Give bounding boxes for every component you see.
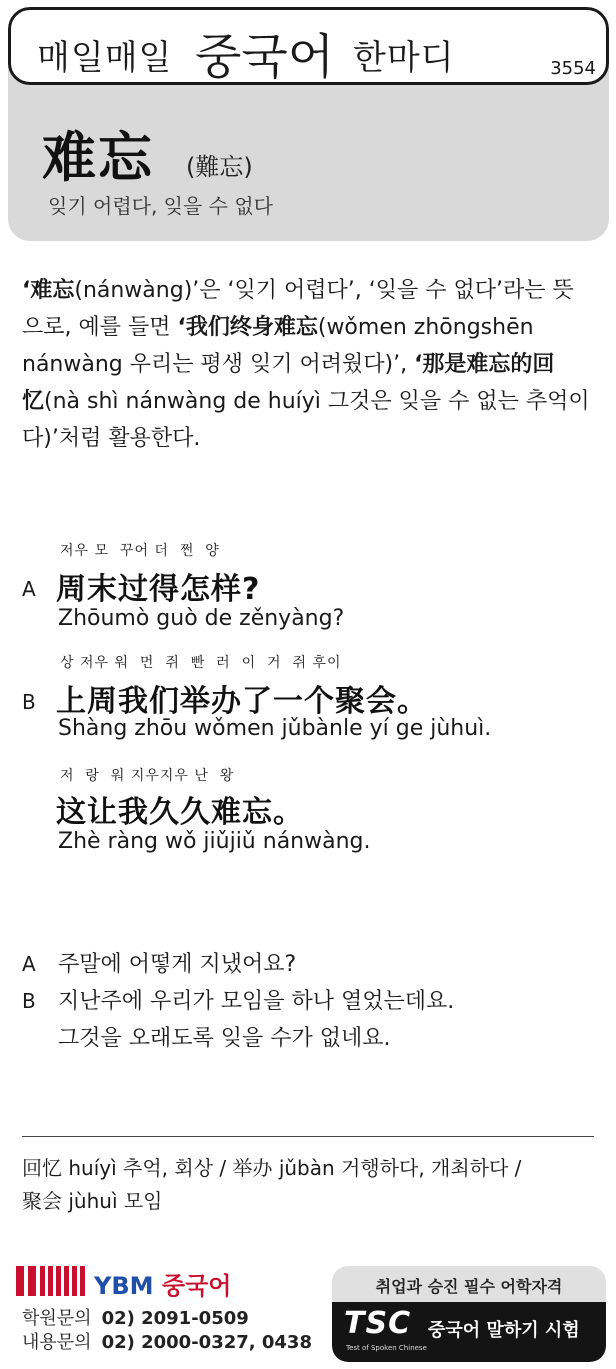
explanation-bold: ‘难忘 <box>22 278 75 303</box>
pinyin: Zhōumò guò de zěnyàng? <box>58 606 345 631</box>
issue-number: 3554 <box>550 58 596 79</box>
tsc-tagline: 취업과 승진 필수 어학자격 <box>375 1277 563 1296</box>
explanation-line <box>22 420 602 457</box>
translation-text: 주말에 어떻게 지냈어요? <box>58 952 297 977</box>
chinese-sentence: 上周我们举办了一个聚会。 <box>56 684 428 719</box>
headword-traditional: (難忘) <box>186 153 253 181</box>
contact-academy <box>22 1304 249 1330</box>
contact-label: 내용문의 <box>22 1332 92 1353</box>
explanation-text: nánwàng 우리는 평생 잊기 어려웠다)’, <box>22 352 415 377</box>
ybm-brand-en: YBM <box>94 1272 154 1300</box>
korean-reading: 상 저우 워 먼 쥐 빤 러 이 거 쥐 후이 <box>60 655 342 671</box>
series-title-part3: 한마디 <box>353 38 455 78</box>
headword-meaning: 잊기 어렵다, 잊을 수 없다 <box>48 194 273 218</box>
explanation <box>22 272 602 457</box>
translation-text: 그것을 오래도록 잊을 수가 없네요. <box>58 1026 391 1051</box>
speaker-label: B <box>22 989 36 1013</box>
translation <box>22 946 612 1057</box>
explanation-text: 으로, 예를 들면 <box>22 315 178 340</box>
explanation-text: (nà shì nánwàng de huíyì 그것은 잊을 수 없는 추억이 <box>44 389 590 414</box>
translation-row <box>22 1020 612 1057</box>
tsc-logo-subtitle: Test of Spoken Chinese <box>346 1344 427 1352</box>
dialogue-line-a <box>22 536 612 636</box>
headword: 难忘 <box>42 125 154 189</box>
explanation-line <box>22 309 602 346</box>
series-title-bar <box>8 7 609 85</box>
ybm-ad <box>14 1264 314 1364</box>
explanation-bold: 忆 <box>22 389 45 414</box>
explanation-text: 다)’처럼 활용한다. <box>22 426 201 451</box>
series-title-part2: 중국어 <box>195 29 335 85</box>
divider <box>22 1136 594 1137</box>
speaker-label: A <box>22 952 36 976</box>
explanation-text: (wǒmen zhōngshēn <box>317 315 534 340</box>
vocabulary-line: 回忆 huíyì 추억, 회상 / 举办 jǔbàn 거행하다, 개최하다 / <box>22 1156 522 1180</box>
tsc-logo: TSC <box>344 1306 412 1341</box>
series-title-part1: 매일매일 <box>37 38 173 78</box>
speaker-label: B <box>22 690 36 714</box>
translation-text: 지난주에 우리가 모임을 하나 열었는데요. <box>58 989 455 1014</box>
explanation-line <box>22 383 602 420</box>
ybm-brand <box>94 1266 231 1301</box>
ybm-logo-icon <box>16 1264 88 1298</box>
explanation-line <box>22 272 602 309</box>
contact-number: 02) 2000-0327, 0438 <box>101 1332 312 1353</box>
chinese-sentence-keyword: 难忘 <box>211 795 273 830</box>
vocabulary <box>22 1152 602 1218</box>
explanation-line <box>22 346 602 383</box>
tsc-exam-name: 중국어 말하기 시험 <box>428 1320 580 1341</box>
chinese-sentence <box>56 787 304 831</box>
ybm-brand-kr: 중국어 <box>161 1272 232 1300</box>
explanation-bold: ‘那是难忘的回 <box>414 352 555 377</box>
korean-reading: 저우 모 꾸어 더 쩐 양 <box>60 543 220 559</box>
speaker-label: A <box>22 577 36 601</box>
dialogue-line-b2 <box>22 765 612 865</box>
contact-label: 학원문의 <box>22 1308 92 1329</box>
tsc-ad <box>332 1266 606 1362</box>
explanation-text: (nánwàng)’은 ‘잊기 어렵다’, ‘잊을 수 없다’라는 뜻 <box>74 278 574 303</box>
chinese-sentence-text: 这让我久久 <box>56 795 211 830</box>
pinyin: Shàng zhōu wǒmen jǔbànle yí ge jùhuì. <box>58 716 492 741</box>
pinyin: Zhè ràng wǒ jiǔjiǔ nánwàng. <box>58 829 371 854</box>
chinese-sentence-text: 。 <box>273 795 304 830</box>
contact-number: 02) 2091-0509 <box>101 1308 249 1329</box>
vocabulary-line: 聚会 jùhuì 모임 <box>22 1189 163 1213</box>
translation-row <box>22 946 612 983</box>
contact-content <box>22 1328 312 1354</box>
header-card <box>8 7 609 241</box>
translation-row <box>22 983 612 1020</box>
chinese-sentence: 周末过得怎样? <box>56 572 261 607</box>
explanation-bold: ‘我们终身难忘 <box>177 315 318 340</box>
korean-reading: 저 랑 워 지우지우 난 왕 <box>60 768 235 784</box>
dialogue-line-b <box>22 652 612 752</box>
